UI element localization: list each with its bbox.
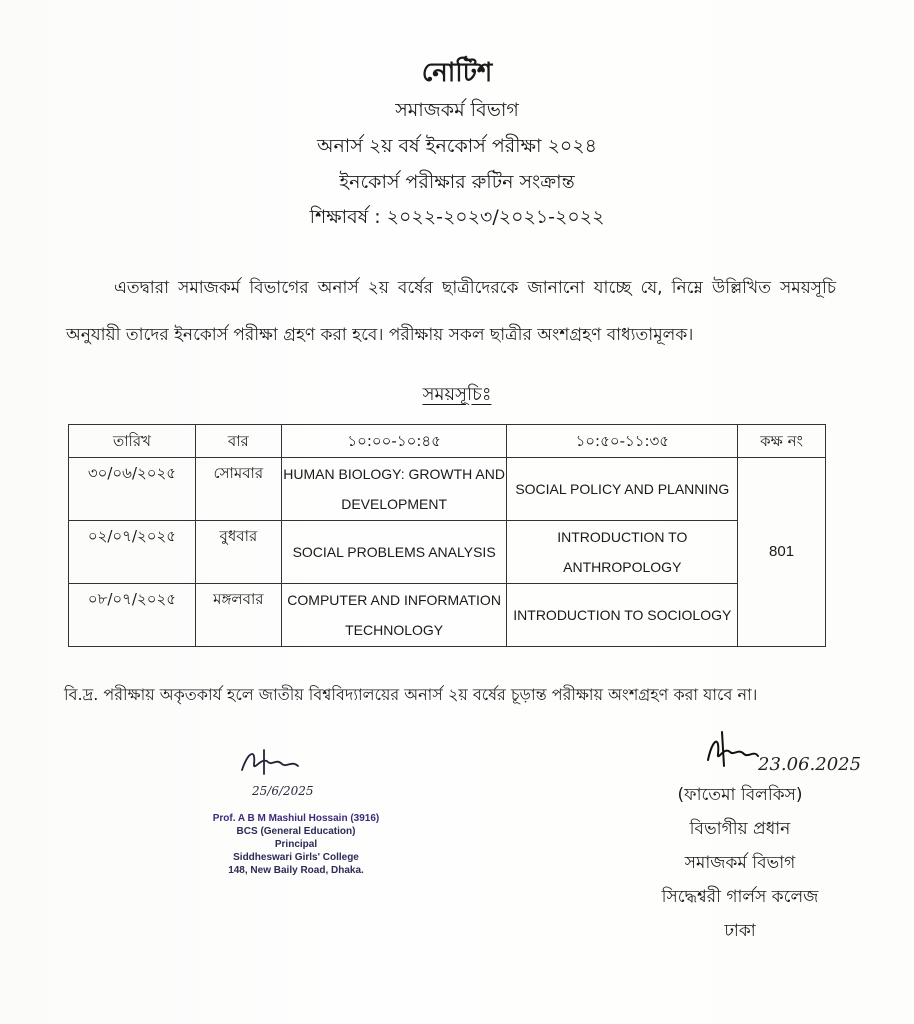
- row-slot1: SOCIAL PROBLEMS ANALYSIS: [281, 521, 507, 584]
- header-slot1: ১০:০০-১০:৪৫: [281, 425, 507, 458]
- head-signature-icon: [702, 726, 762, 776]
- subject-heading: ইনকোর্স পরীক্ষার রুটিন সংক্রান্ত: [339, 171, 575, 193]
- table-header-row: [69, 425, 826, 458]
- header-date: তারিখ: [69, 425, 196, 458]
- principal-stamp: [196, 812, 396, 877]
- row-day: সোমবার: [195, 458, 281, 521]
- row-slot2: INTRODUCTION TO ANTHROPOLOGY: [507, 521, 738, 584]
- row-day: মঙ্গলবার: [195, 584, 281, 647]
- head-department: সমাজকর্ম বিভাগ: [684, 853, 796, 873]
- head-designation: বিভাগীয় প্রধান: [689, 819, 791, 839]
- stamp-line: BCS (General Education): [236, 826, 356, 837]
- head-signature-date: 23.06.2025: [758, 754, 862, 775]
- row-slot2: INTRODUCTION TO SOCIOLOGY: [507, 584, 738, 647]
- header-day: বার: [195, 425, 281, 458]
- head-city: ঢাকা: [724, 921, 756, 941]
- notice-body: [66, 265, 836, 359]
- row-slot1: COMPUTER AND INFORMATION TECHNOLOGY: [281, 584, 507, 647]
- notice-title: নোটিশ: [421, 58, 493, 88]
- routine-table: [68, 424, 826, 647]
- row-date: ০৮/০৭/২০২৫: [69, 584, 196, 647]
- principal-signature-date: 25/6/2025: [252, 784, 314, 798]
- row-date: ৩০/০৬/২০২৫: [69, 458, 196, 521]
- header-room: কক্ষ নং: [738, 425, 826, 458]
- room-number: 801: [738, 458, 826, 647]
- stamp-line: 148, New Baily Road, Dhaka.: [228, 865, 364, 876]
- notice-body-text: এতদ্বারা সমাজকর্ম বিভাগের অনার্স ২য় বর্ষের ছাত্রীদেরকে জানানো যাচ্ছে যে, নিম্নে উল্লিখিত সময়সূচি অনুযায়ী তাদের ইনকোর্স পরীক্ষা গ্রহণ করা হবে। পরীক্ষায় সকল ছাত্রীর অংশগ্রহণ বাধ্যতামূলক।: [66, 278, 836, 345]
- schedule-title: সময়সূচিঃ: [422, 384, 492, 405]
- stamp-line: Siddheswari Girls' College: [233, 852, 359, 863]
- head-college: সিদ্ধেশ্বরী গার্লস কলেজ: [661, 887, 819, 907]
- table-row: [69, 458, 826, 521]
- session-heading: শিক্ষাবর্ষ : ২০২২-২০২৩/২০২১-২০২২: [309, 206, 605, 228]
- head-designation-block: [590, 778, 890, 948]
- row-day: বুধবার: [195, 521, 281, 584]
- row-slot2: SOCIAL POLICY AND PLANNING: [507, 458, 738, 521]
- table-row: [69, 584, 826, 647]
- principal-signature-icon: [234, 742, 324, 782]
- principal-signature-block: [196, 742, 396, 877]
- stamp-line: Principal: [274, 839, 318, 850]
- department-heading: সমাজকর্ম বিভাগ: [395, 99, 519, 121]
- footnote: বি.দ্র. পরীক্ষায় অকৃতকার্য হলে জাতীয় বিশ্ববিদ্যালয়ের অনার্স ২য় বর্ষের চূড়ান্ত পরীক্ষায় অংশগ্রহণ করা যাবে না।: [64, 685, 758, 704]
- row-date: ০২/০৭/২০২৫: [69, 521, 196, 584]
- row-slot1: HUMAN BIOLOGY: GROWTH AND DEVELOPMENT: [281, 458, 507, 521]
- table-row: [69, 521, 826, 584]
- header-slot2: ১০:৫০-১১:৩৫: [507, 425, 738, 458]
- head-name: (ফাতেমা বিলকিস): [677, 785, 803, 805]
- exam-heading: অনার্স ২য় বর্ষ ইনকোর্স পরীক্ষা ২০২৪: [317, 135, 597, 157]
- stamp-line: Prof. A B M Mashiul Hossain (3916): [212, 813, 380, 824]
